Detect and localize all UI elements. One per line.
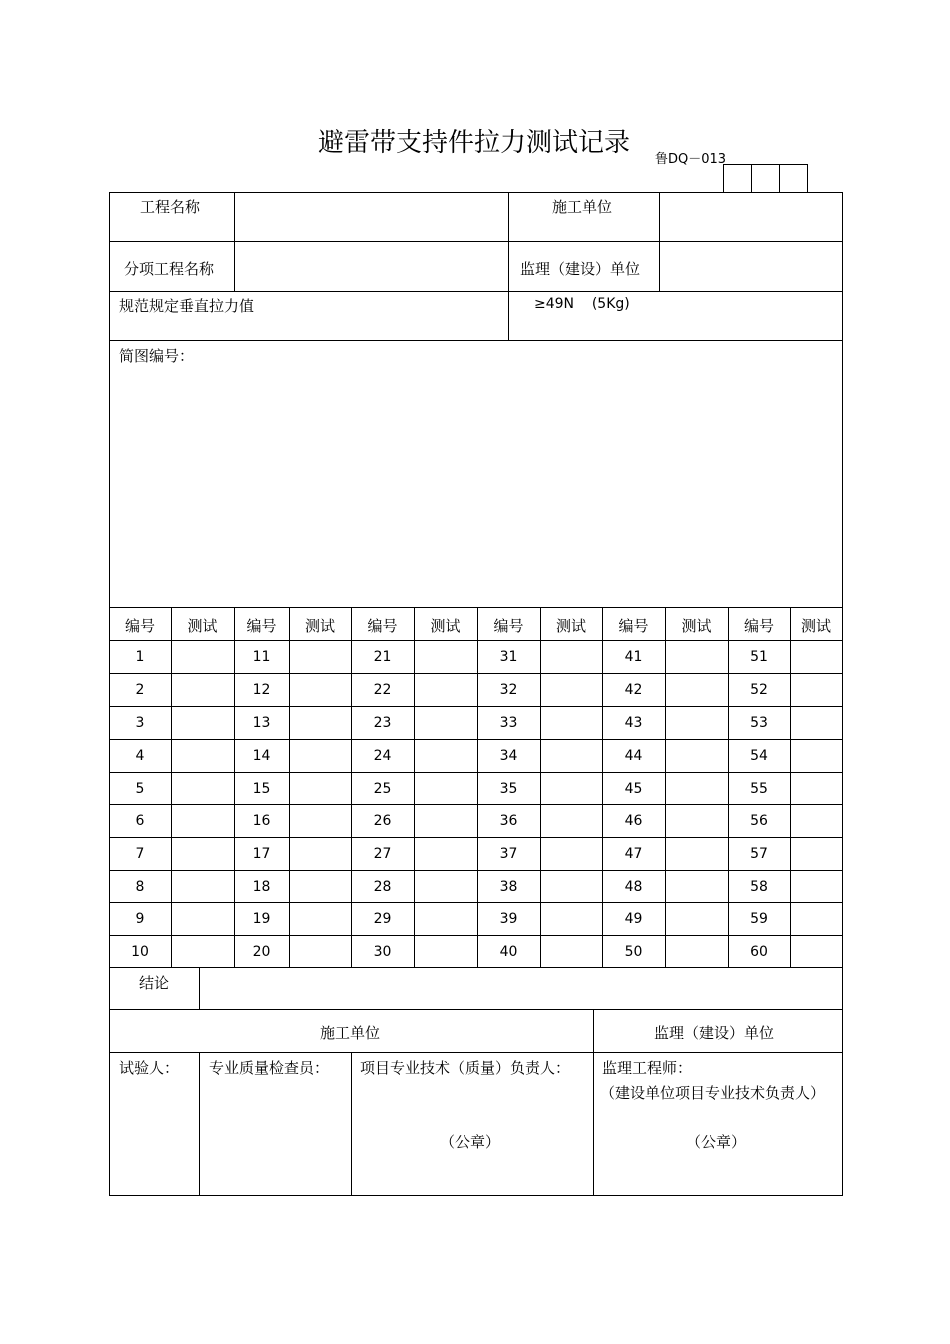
test-value-cell[interactable] [541, 740, 601, 771]
point-number: 24 [373, 748, 392, 764]
point-number: 20 [252, 944, 271, 960]
point-number: 37 [499, 846, 518, 862]
test-value-cell[interactable] [666, 740, 727, 771]
point-number: 17 [252, 846, 271, 862]
sub-project-input[interactable] [236, 243, 506, 290]
supervisor-input[interactable] [661, 243, 841, 290]
point-number: 35 [499, 781, 518, 797]
test-value-cell[interactable] [541, 707, 601, 738]
test-value-cell[interactable] [791, 740, 841, 771]
contractor-label: 施工单位 [552, 198, 613, 216]
test-value-cell[interactable] [666, 936, 727, 966]
supervisor-engineer-label: 监理工程师： [602, 1059, 693, 1077]
point-number: 22 [373, 682, 392, 698]
point-number: 8 [135, 879, 145, 895]
conclusion-input[interactable] [201, 969, 841, 1008]
point-number: 15 [252, 781, 271, 797]
test-value-cell[interactable] [791, 641, 841, 672]
point-number: 39 [499, 911, 518, 927]
test-value-cell[interactable] [172, 773, 233, 803]
test-value-cell[interactable] [541, 641, 601, 672]
test-value-cell[interactable] [172, 936, 233, 966]
point-number: 10 [131, 944, 149, 960]
table-header: 编号 [743, 617, 774, 635]
point-number: 14 [252, 748, 271, 764]
test-value-cell[interactable] [791, 936, 841, 966]
spec-value: ≥49N (5Kg) [534, 296, 630, 312]
table-header: 测试 [430, 617, 461, 635]
point-number: 36 [499, 813, 518, 829]
test-value-cell[interactable] [791, 903, 841, 934]
point-number: 52 [750, 682, 768, 698]
test-value-cell[interactable] [290, 740, 350, 771]
point-number: 44 [624, 748, 643, 764]
point-number: 4 [135, 748, 145, 764]
test-value-cell[interactable] [172, 740, 233, 771]
point-number: 6 [135, 813, 145, 829]
point-number: 60 [750, 944, 768, 960]
test-value-cell[interactable] [290, 871, 350, 901]
point-number: 11 [252, 649, 271, 665]
diagram-label: 简图编号： [119, 347, 195, 365]
table-header: 编号 [618, 617, 649, 635]
test-value-cell[interactable] [541, 838, 601, 869]
test-value-cell[interactable] [791, 871, 841, 901]
page-title: 避雷带支持件拉力测试记录 [318, 128, 631, 158]
test-value-cell[interactable] [415, 641, 476, 672]
point-number: 43 [624, 715, 643, 731]
table-header: 测试 [187, 617, 218, 635]
owner-tech-lead-label: （建设单位项目专业技术负责人） [600, 1084, 826, 1102]
test-value-cell[interactable] [666, 773, 727, 803]
point-number: 41 [624, 649, 643, 665]
test-value-cell[interactable] [172, 641, 233, 672]
point-number: 28 [373, 879, 392, 895]
point-number: 7 [135, 846, 145, 862]
test-value-cell[interactable] [666, 674, 727, 705]
point-number: 12 [252, 682, 271, 698]
spec-label: 规范规定垂直拉力值 [119, 297, 255, 315]
point-number: 53 [750, 715, 768, 731]
test-value-cell[interactable] [541, 903, 601, 934]
seal-left: （公章） [440, 1133, 501, 1151]
test-value-cell[interactable] [415, 838, 476, 869]
test-value-cell[interactable] [666, 707, 727, 738]
test-value-cell[interactable] [415, 740, 476, 771]
sig-supervisor-header: 监理（建设）单位 [654, 1024, 775, 1042]
table-header: 测试 [681, 617, 712, 635]
test-value-cell[interactable] [172, 674, 233, 705]
point-number: 49 [624, 911, 643, 927]
test-value-cell[interactable] [172, 805, 233, 836]
table-header: 测试 [800, 617, 831, 635]
point-number: 38 [499, 879, 518, 895]
test-value-cell[interactable] [415, 707, 476, 738]
test-value-cell[interactable] [172, 838, 233, 869]
test-value-cell[interactable] [415, 805, 476, 836]
point-number: 40 [499, 944, 518, 960]
table-header: 编号 [124, 617, 155, 635]
supervisor-label: 监理（建设）单位 [520, 260, 641, 278]
test-value-cell[interactable] [290, 707, 350, 738]
test-value-cell[interactable] [172, 707, 233, 738]
test-value-cell[interactable] [666, 838, 727, 869]
point-number: 19 [252, 911, 271, 927]
test-value-cell[interactable] [541, 773, 601, 803]
test-value-cell[interactable] [415, 674, 476, 705]
point-number: 2 [135, 682, 145, 698]
project-name-input[interactable] [236, 194, 506, 240]
test-value-cell[interactable] [415, 871, 476, 901]
point-number: 50 [624, 944, 643, 960]
table-header: 测试 [555, 617, 586, 635]
test-value-cell[interactable] [541, 805, 601, 836]
sub-project-label: 分项工程名称 [124, 260, 215, 278]
table-header: 编号 [367, 617, 398, 635]
point-number: 27 [373, 846, 392, 862]
point-number: 54 [750, 748, 768, 764]
point-number: 34 [499, 748, 518, 764]
test-value-cell[interactable] [290, 805, 350, 836]
point-number: 57 [750, 846, 768, 862]
test-value-cell[interactable] [791, 773, 841, 803]
project-name-label: 工程名称 [140, 198, 201, 216]
seal-right: （公章） [686, 1133, 747, 1151]
point-number: 58 [750, 879, 768, 895]
test-value-cell[interactable] [290, 838, 350, 869]
test-value-cell[interactable] [415, 903, 476, 934]
quality-inspector-label: 专业质量检查员： [209, 1059, 330, 1077]
test-value-cell[interactable] [290, 773, 350, 803]
point-number: 9 [135, 911, 145, 927]
test-value-cell[interactable] [290, 903, 350, 934]
point-number: 3 [135, 715, 145, 731]
test-value-cell[interactable] [666, 871, 727, 901]
point-number: 29 [373, 911, 392, 927]
test-value-cell[interactable] [791, 805, 841, 836]
sig-contractor-header: 施工单位 [320, 1024, 381, 1042]
test-value-cell[interactable] [172, 871, 233, 901]
point-number: 13 [252, 715, 271, 731]
point-number: 48 [624, 879, 643, 895]
point-number: 26 [373, 813, 392, 829]
point-number: 33 [499, 715, 518, 731]
test-value-cell[interactable] [415, 936, 476, 966]
point-number: 45 [624, 781, 643, 797]
tech-lead-label: 项目专业技术（质量）负责人： [360, 1059, 571, 1077]
test-value-cell[interactable] [666, 903, 727, 934]
test-value-cell[interactable] [290, 936, 350, 966]
test-value-cell[interactable] [541, 871, 601, 901]
test-value-cell[interactable] [290, 674, 350, 705]
tester-label: 试验人： [119, 1059, 180, 1077]
test-value-cell[interactable] [415, 773, 476, 803]
point-number: 25 [373, 781, 392, 797]
test-value-cell[interactable] [666, 641, 727, 672]
test-value-cell[interactable] [172, 903, 233, 934]
form-code: 鲁DQ－013 [655, 152, 727, 167]
conclusion-label: 结论 [139, 974, 170, 992]
point-number: 59 [750, 911, 768, 927]
point-number: 56 [750, 813, 768, 829]
table-header: 编号 [246, 617, 277, 635]
point-number: 42 [624, 682, 643, 698]
point-number: 55 [750, 781, 768, 797]
test-value-cell[interactable] [541, 674, 601, 705]
point-number: 30 [373, 944, 392, 960]
table-header: 编号 [493, 617, 524, 635]
test-value-cell[interactable] [791, 674, 841, 705]
point-number: 1 [135, 649, 145, 665]
test-value-cell[interactable] [791, 707, 841, 738]
test-value-cell[interactable] [791, 838, 841, 869]
test-value-cell[interactable] [290, 641, 350, 672]
test-value-cell[interactable] [666, 805, 727, 836]
point-number: 5 [135, 781, 145, 797]
test-value-cell[interactable] [541, 936, 601, 966]
point-number: 32 [499, 682, 518, 698]
point-number: 51 [750, 649, 768, 665]
point-number: 16 [252, 813, 271, 829]
table-header: 测试 [304, 617, 335, 635]
point-number: 23 [373, 715, 392, 731]
point-number: 21 [373, 649, 392, 665]
point-number: 31 [499, 649, 518, 665]
point-number: 47 [624, 846, 643, 862]
point-number: 46 [624, 813, 643, 829]
contractor-input[interactable] [661, 194, 841, 240]
point-number: 18 [252, 879, 271, 895]
code-boxes [724, 164, 808, 193]
